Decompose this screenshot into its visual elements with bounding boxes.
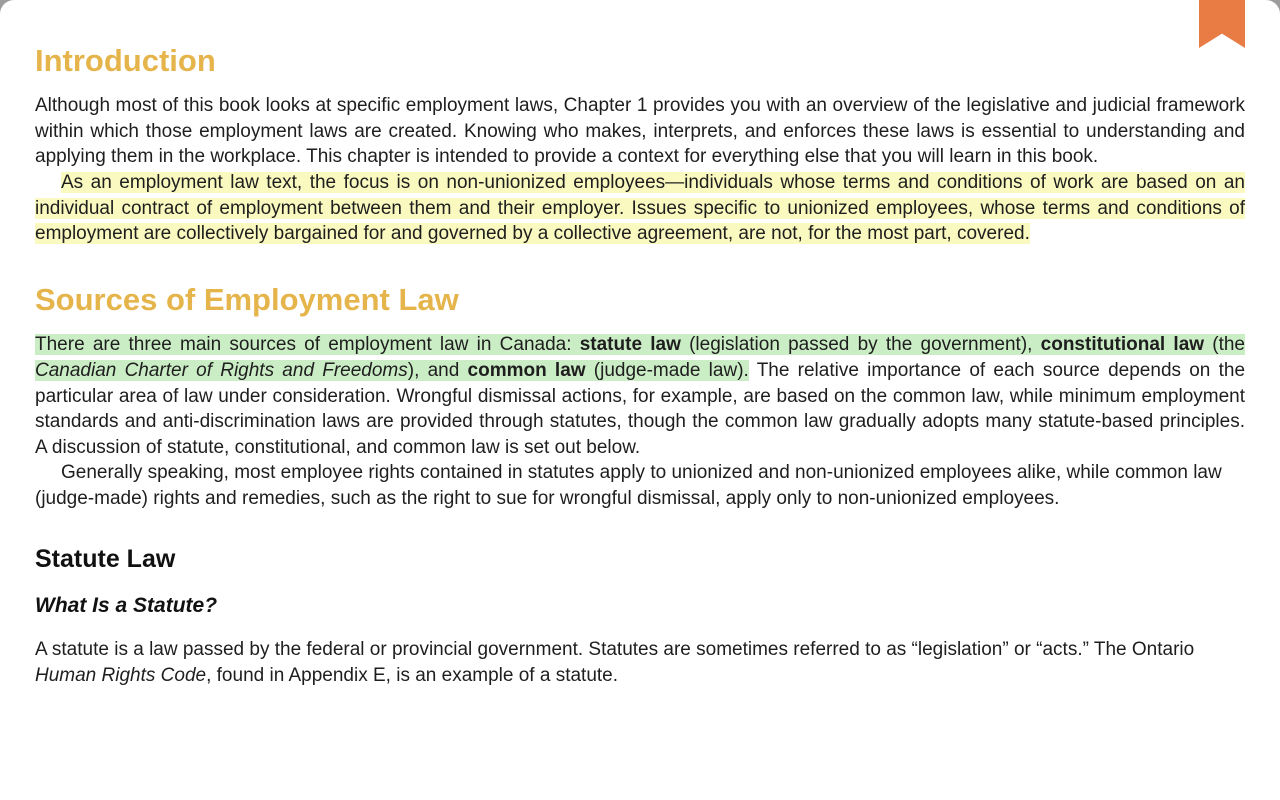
bookmark-ribbon-icon[interactable] — [1199, 0, 1245, 48]
green-highlight-span[interactable]: (the — [1204, 334, 1245, 356]
sources-paragraph-rest: The relative importance of each source depends on the particular area of law under consideration. Wrongful dismissal actions, for example, are based on the common law, while minimum employment standards and anti-discrimination laws are provided through statutes, though the common law gradually adopts many statute-based principles. A discussion of statute, constitutional, and common law is set out below. — [35, 359, 1246, 458]
bold-term-common-law[interactable]: common law — [467, 359, 586, 381]
yellow-highlight-span[interactable]: As an employment law text, the focus is on non-unionized employees—individuals whose terms and conditions of work are based on an individual contract of employment between them and their employer. Issues specific to unionized employees, whose terms and conditions of employment are collectively bargained for and governed by a collective agreement, are not, for the most part, covered. — [35, 172, 1245, 245]
sources-heading: Sources of Employment Law — [35, 282, 459, 318]
statute-definition-text: A statute is a law passed by the federal or provincial government. Statutes are sometimes referred to as “legislation” or “acts.” The Ontario — [35, 638, 1195, 660]
generally-speaking-text: Generally speaking, most employee rights contained in statutes apply to unionized and non-unionized employees alike, while common law (judge-made) rights and remedies, such as the right to sue for wrongful dismissal, apply only to non-unionized employees. — [35, 462, 1222, 510]
what-is-a-statute-heading: What Is a Statute? — [35, 593, 218, 617]
statute-definition-paragraph — [35, 637, 1245, 688]
intro-paragraph-text: Although most of this book looks at specific employment laws, Chapter 1 provides you with an overview of the legislative and judicial framework within which those employment laws are created. Knowing who makes, interprets, and enforces these laws is essential to understanding and applying them in the workplace. This chapter is intended to provide a context for everything else that you will learn in this book. — [35, 95, 1245, 168]
intro-paragraph — [35, 93, 1245, 170]
introduction-heading: Introduction — [35, 43, 216, 78]
generally-speaking-paragraph — [35, 460, 1245, 511]
green-highlight-span[interactable]: (legislation passed by the government), — [680, 334, 1041, 356]
highlighted-paragraph-yellow — [35, 170, 1245, 247]
statute-definition-text-end: , found in Appendix E, is an example of a statute. — [206, 664, 619, 686]
bold-term-constitutional-law[interactable]: constitutional law — [1040, 334, 1205, 356]
italic-title-charter[interactable]: Canadian Charter of Rights and Freedoms — [35, 359, 408, 381]
green-highlight-span[interactable]: There are three main sources of employment law in Canada: — [35, 334, 580, 356]
green-highlight-span[interactable]: (judge-made law). — [585, 359, 749, 381]
bold-term-statute-law[interactable]: statute law — [579, 334, 681, 356]
sources-paragraph — [35, 332, 1245, 460]
green-highlight-span[interactable]: ), and — [407, 359, 468, 381]
italic-title-human-rights-code: Human Rights Code — [35, 664, 207, 686]
statute-law-heading: Statute Law — [35, 544, 176, 573]
